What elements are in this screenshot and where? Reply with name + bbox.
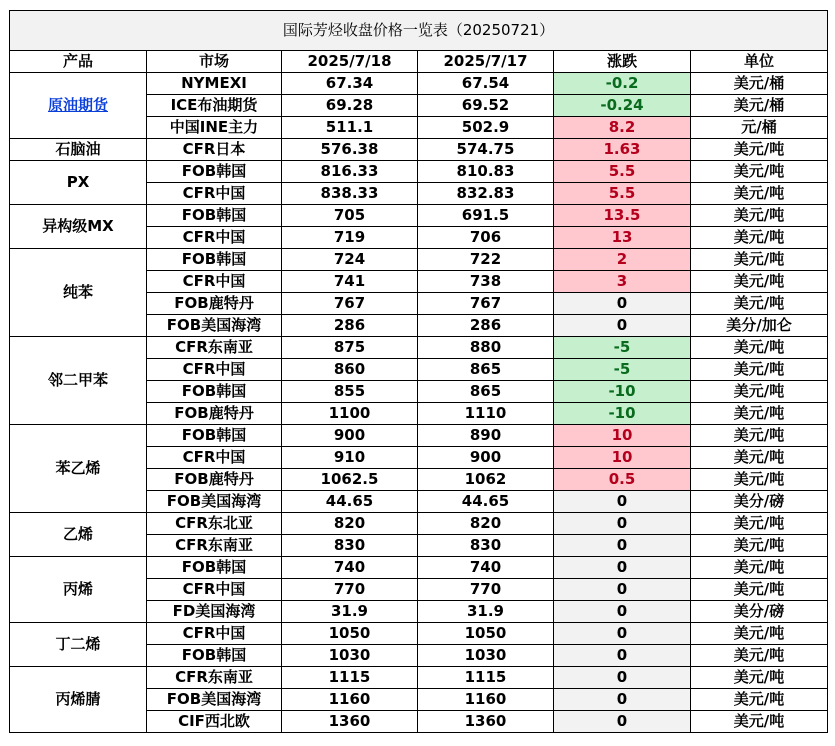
price-previous-cell: 900: [418, 447, 554, 469]
price-current-cell: 511.1: [282, 117, 418, 139]
price-current-cell: 838.33: [282, 183, 418, 205]
market-cell: NYMEXI: [147, 73, 282, 95]
market-cell: CFR中国: [147, 579, 282, 601]
market-cell: CFR中国: [147, 227, 282, 249]
price-current-cell: 875: [282, 337, 418, 359]
unit-cell: 美元/吨: [691, 205, 828, 227]
change-cell: 13.5: [554, 205, 691, 227]
unit-cell: 美元/吨: [691, 183, 828, 205]
change-cell: 13: [554, 227, 691, 249]
price-current-cell: 900: [282, 425, 418, 447]
market-cell: FOB韩国: [147, 205, 282, 227]
market-cell: FOB韩国: [147, 557, 282, 579]
unit-cell: 元/桶: [691, 117, 828, 139]
product-link[interactable]: 原油期货: [47, 96, 108, 114]
market-cell: FOB韩国: [147, 381, 282, 403]
market-cell: FOB鹿特丹: [147, 293, 282, 315]
price-previous-cell: 1062: [418, 469, 554, 491]
price-previous-cell: 286: [418, 315, 554, 337]
unit-cell: 美元/吨: [691, 139, 828, 161]
product-cell: 纯苯: [10, 249, 147, 337]
price-current-cell: 705: [282, 205, 418, 227]
price-current-cell: 820: [282, 513, 418, 535]
market-cell: FOB美国海湾: [147, 689, 282, 711]
price-previous-cell: 1115: [418, 667, 554, 689]
table-row: [10, 667, 828, 689]
product-cell: [10, 73, 147, 139]
market-cell: ICE布油期货: [147, 95, 282, 117]
price-previous-cell: 767: [418, 293, 554, 315]
market-cell: CFR东南亚: [147, 667, 282, 689]
price-current-cell: 860: [282, 359, 418, 381]
price-table-container: [9, 10, 827, 733]
price-current-cell: 576.38: [282, 139, 418, 161]
price-previous-cell: 1360: [418, 711, 554, 733]
change-cell: 0: [554, 711, 691, 733]
price-previous-cell: 1110: [418, 403, 554, 425]
product-cell: 异构级MX: [10, 205, 147, 249]
change-cell: -10: [554, 403, 691, 425]
change-cell: 0: [554, 513, 691, 535]
price-current-cell: 286: [282, 315, 418, 337]
price-previous-cell: 31.9: [418, 601, 554, 623]
change-cell: -0.2: [554, 73, 691, 95]
price-previous-cell: 1030: [418, 645, 554, 667]
price-current-cell: 67.34: [282, 73, 418, 95]
price-current-cell: 855: [282, 381, 418, 403]
unit-cell: 美分/加仑: [691, 315, 828, 337]
product-cell: 石脑油: [10, 139, 147, 161]
change-cell: 0: [554, 623, 691, 645]
market-cell: CIF西北欧: [147, 711, 282, 733]
market-cell: CFR中国: [147, 183, 282, 205]
change-cell: 3: [554, 271, 691, 293]
change-cell: 5.5: [554, 183, 691, 205]
price-current-cell: 1100: [282, 403, 418, 425]
price-previous-cell: 865: [418, 381, 554, 403]
change-cell: 0: [554, 535, 691, 557]
table-title: 国际芳烃收盘价格一览表（20250721）: [10, 11, 828, 51]
header-date-2: 2025/7/17: [418, 51, 554, 73]
table-row: [10, 73, 828, 95]
table-row: [10, 139, 828, 161]
header-unit: 单位: [691, 51, 828, 73]
price-current-cell: 1160: [282, 689, 418, 711]
price-previous-cell: 574.75: [418, 139, 554, 161]
change-cell: 10: [554, 447, 691, 469]
table-row: [10, 249, 828, 271]
market-cell: FOB美国海湾: [147, 491, 282, 513]
change-cell: 0: [554, 557, 691, 579]
market-cell: CFR日本: [147, 139, 282, 161]
price-previous-cell: 502.9: [418, 117, 554, 139]
unit-cell: 美元/桶: [691, 95, 828, 117]
table-body: [10, 73, 828, 733]
unit-cell: 美元/吨: [691, 403, 828, 425]
price-previous-cell: 770: [418, 579, 554, 601]
market-cell: FD美国海湾: [147, 601, 282, 623]
change-cell: 5.5: [554, 161, 691, 183]
unit-cell: 美元/吨: [691, 161, 828, 183]
unit-cell: 美元/吨: [691, 579, 828, 601]
header-product: 产品: [10, 51, 147, 73]
price-previous-cell: 44.65: [418, 491, 554, 513]
market-cell: CFR东南亚: [147, 535, 282, 557]
price-previous-cell: 830: [418, 535, 554, 557]
change-cell: 2: [554, 249, 691, 271]
market-cell: CFR东北亚: [147, 513, 282, 535]
table-row: [10, 557, 828, 579]
price-previous-cell: 865: [418, 359, 554, 381]
unit-cell: 美分/磅: [691, 601, 828, 623]
unit-cell: 美元/吨: [691, 667, 828, 689]
table-row: [10, 623, 828, 645]
price-current-cell: 816.33: [282, 161, 418, 183]
price-previous-cell: 820: [418, 513, 554, 535]
price-table: [9, 10, 828, 733]
price-current-cell: 1030: [282, 645, 418, 667]
market-cell: FOB韩国: [147, 425, 282, 447]
unit-cell: 美元/吨: [691, 557, 828, 579]
market-cell: CFR中国: [147, 271, 282, 293]
unit-cell: 美元/吨: [691, 425, 828, 447]
price-current-cell: 767: [282, 293, 418, 315]
unit-cell: 美元/吨: [691, 689, 828, 711]
unit-cell: 美分/磅: [691, 491, 828, 513]
market-cell: CFR中国: [147, 359, 282, 381]
price-previous-cell: 738: [418, 271, 554, 293]
table-row: [10, 161, 828, 183]
market-cell: FOB美国海湾: [147, 315, 282, 337]
change-cell: 0: [554, 491, 691, 513]
change-cell: -5: [554, 337, 691, 359]
product-cell: 丙烯腈: [10, 667, 147, 733]
change-cell: -5: [554, 359, 691, 381]
product-cell: 丁二烯: [10, 623, 147, 667]
product-cell: PX: [10, 161, 147, 205]
price-current-cell: 44.65: [282, 491, 418, 513]
market-cell: FOB韩国: [147, 645, 282, 667]
price-previous-cell: 890: [418, 425, 554, 447]
unit-cell: 美元/吨: [691, 271, 828, 293]
change-cell: 1.63: [554, 139, 691, 161]
change-cell: 10: [554, 425, 691, 447]
price-current-cell: 830: [282, 535, 418, 557]
header-date-1: 2025/7/18: [282, 51, 418, 73]
product-cell: 丙烯: [10, 557, 147, 623]
change-cell: 0: [554, 689, 691, 711]
product-cell: 邻二甲苯: [10, 337, 147, 425]
price-current-cell: 740: [282, 557, 418, 579]
unit-cell: 美元/吨: [691, 359, 828, 381]
unit-cell: 美元/吨: [691, 711, 828, 733]
unit-cell: 美元/吨: [691, 535, 828, 557]
unit-cell: 美元/吨: [691, 469, 828, 491]
unit-cell: 美元/桶: [691, 73, 828, 95]
market-cell: FOB鹿特丹: [147, 403, 282, 425]
price-current-cell: 1360: [282, 711, 418, 733]
change-cell: 0: [554, 601, 691, 623]
market-cell: 中国INE主力: [147, 117, 282, 139]
price-current-cell: 1050: [282, 623, 418, 645]
product-cell: 苯乙烯: [10, 425, 147, 513]
price-previous-cell: 691.5: [418, 205, 554, 227]
unit-cell: 美元/吨: [691, 381, 828, 403]
price-current-cell: 1062.5: [282, 469, 418, 491]
market-cell: FOB鹿特丹: [147, 469, 282, 491]
price-previous-cell: 722: [418, 249, 554, 271]
header-market: 市场: [147, 51, 282, 73]
price-current-cell: 69.28: [282, 95, 418, 117]
unit-cell: 美元/吨: [691, 337, 828, 359]
unit-cell: 美元/吨: [691, 623, 828, 645]
price-previous-cell: 880: [418, 337, 554, 359]
market-cell: CFR中国: [147, 447, 282, 469]
change-cell: 8.2: [554, 117, 691, 139]
change-cell: 0.5: [554, 469, 691, 491]
table-row: [10, 425, 828, 447]
change-cell: 0: [554, 667, 691, 689]
change-cell: 0: [554, 293, 691, 315]
header-change: 涨跌: [554, 51, 691, 73]
price-previous-cell: 67.54: [418, 73, 554, 95]
price-previous-cell: 810.83: [418, 161, 554, 183]
market-cell: FOB韩国: [147, 161, 282, 183]
price-previous-cell: 1050: [418, 623, 554, 645]
price-current-cell: 31.9: [282, 601, 418, 623]
price-previous-cell: 740: [418, 557, 554, 579]
price-current-cell: 1115: [282, 667, 418, 689]
table-row: [10, 337, 828, 359]
header-row: [10, 51, 828, 73]
market-cell: FOB韩国: [147, 249, 282, 271]
table-row: [10, 205, 828, 227]
unit-cell: 美元/吨: [691, 513, 828, 535]
title-row: [10, 11, 828, 51]
unit-cell: 美元/吨: [691, 249, 828, 271]
change-cell: -0.24: [554, 95, 691, 117]
unit-cell: 美元/吨: [691, 293, 828, 315]
price-current-cell: 770: [282, 579, 418, 601]
unit-cell: 美元/吨: [691, 447, 828, 469]
price-previous-cell: 706: [418, 227, 554, 249]
price-current-cell: 910: [282, 447, 418, 469]
price-current-cell: 741: [282, 271, 418, 293]
change-cell: 0: [554, 645, 691, 667]
price-previous-cell: 832.83: [418, 183, 554, 205]
unit-cell: 美元/吨: [691, 645, 828, 667]
change-cell: 0: [554, 579, 691, 601]
change-cell: -10: [554, 381, 691, 403]
price-current-cell: 719: [282, 227, 418, 249]
market-cell: CFR中国: [147, 623, 282, 645]
market-cell: CFR东南亚: [147, 337, 282, 359]
price-previous-cell: 69.52: [418, 95, 554, 117]
product-cell: 乙烯: [10, 513, 147, 557]
unit-cell: 美元/吨: [691, 227, 828, 249]
price-previous-cell: 1160: [418, 689, 554, 711]
change-cell: 0: [554, 315, 691, 337]
table-row: [10, 513, 828, 535]
price-current-cell: 724: [282, 249, 418, 271]
